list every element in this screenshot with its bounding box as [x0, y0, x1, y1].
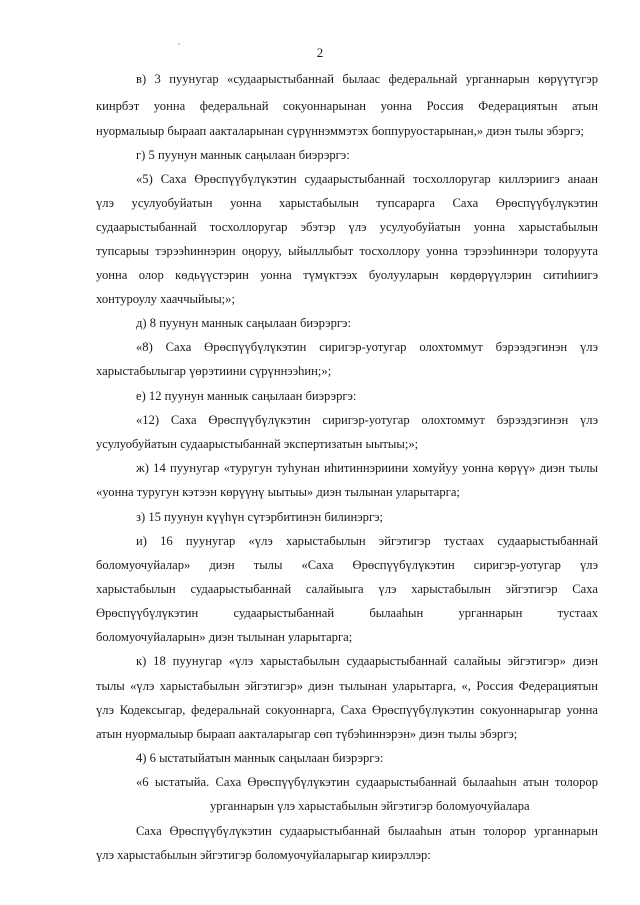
text-line: атын нуормалыыр быраап аакталарыгар сөп түбэһиннэрэн» диэн тылы эбэргэ;: [96, 727, 518, 741]
text-line: «12) Саха Өрөспүүбүлүкэтин сиригэр-уотугар олохтоммут бэрээдэгинэн үлэ: [136, 413, 598, 427]
text-line: «6 ыстатыйа. Саха Өрөспүүбүлүкэтин судаарыстыбаннай былааһын атын толорор: [136, 775, 598, 789]
text-line: г) 5 пуунун маннык саңылаан биэрэргэ:: [136, 148, 350, 162]
text-line: и) 16 пуунугар «үлэ харыстабылын эйгэтигэр тустаах судаарыстыбаннай: [136, 534, 598, 548]
text-line: хонтуроулу хааччыйыы;»;: [96, 292, 235, 306]
text-line: кинрбэт уонна федеральнай сокуоннарынан уонна Россия Федерациятын атын: [96, 99, 598, 113]
text-line: нуормалыыр быраап аакталарынан сүрүннэммэтэх боппуруостарынан,» диэн тылы эбэргэ;: [96, 124, 585, 138]
text-line: боломуочуйаларын» диэн тылынан уларытарга;: [96, 630, 353, 644]
text-line: «уонна туругун кэтээн көрүүнү ыытыы» диэн тылынан уларытарга;: [96, 485, 460, 499]
text-line: з) 15 пуунун күүһүн сүтэрбитинэн билинэргэ;: [136, 510, 384, 524]
text-line: 4) 6 ыстатыйатын маннык саңылаан биэрэргэ:: [136, 751, 384, 765]
page-number: 2: [316, 45, 324, 60]
text-line: ж) 14 пуунугар «туругун туһунан иһитиннэриини хомуйуу уонна көрүү» диэн тылы: [136, 461, 598, 475]
text-line: үлэ харыстабылын эйгэтигэр боломуочуйаларыгар киирэллэр:: [96, 848, 431, 862]
text-line: үлэ усулуобуйатын уонна харыстабылын тупсарарга Саха Өрөспүүбүлүкэтин: [96, 196, 598, 210]
text-line: к) 18 пуунугар «үлэ харыстабылын судаарыстыбаннай салайыы эйгэтигэр» диэн: [136, 654, 598, 668]
text-line: үлэ Кодексыгар, федеральнай сокуоннарга, Саха Өрөспүүбүлүкэтин сокуоннарыгар уонна: [96, 703, 598, 717]
text-line: харыстабылыгар үөрэтиини сүрүннээһин;»;: [96, 364, 332, 378]
text-line: боломуочуйалар» диэн тылы «Саха Өрөспүүбүлүкэтин сиригэр-уотугар үлэ: [96, 558, 598, 572]
text-line: д) 8 пуунун маннык саңылаан биэрэргэ:: [136, 316, 351, 330]
text-line: урганнарын үлэ харыстабылын эйгэтигэр боломуочуйалара: [210, 799, 530, 813]
text-line: «8) Саха Өрөспүүбүлүкэтин сиригэр-уотугар олохтоммут бэрээдэгинэн үлэ: [136, 340, 598, 354]
text-line: Саха Өрөспүүбүлүкэтин судаарыстыбаннай былааһын атын толорор урганнарын: [136, 824, 598, 838]
text-line: в) 3 пуунугар «судаарыстыбаннай былаас федеральнай урганнарын көрүүтүгэр: [136, 72, 598, 86]
text-line: «5) Саха Өрөспүүбүлүкэтин судаарыстыбаннай тосхоллоругар киллэриигэ анаан: [136, 172, 598, 186]
text-line: усулуобуйатын судаарыстыбаннай экспертизатын ыытыы;»;: [96, 437, 419, 451]
text-line: уонна олор көдьүүстэрин уонна түмүктээх буолууларын көрдөрүүлэрин ситиһиигэ: [96, 268, 598, 282]
text-line: Өрөспүүбүлүкэтин судаарыстыбаннай былааһын урганнарын тустаах: [96, 606, 598, 620]
text-line: е) 12 пуунун маннык саңылаан биэрэргэ:: [136, 389, 357, 403]
text-line: харыстабылын судаарыстыбаннай салайыыга үлэ харыстабылын эйгэтигэр Саха: [96, 582, 598, 596]
text-line: тупсарыы тэрээһиннэрин оңоруу, ыйыллыбыт тосхоллору уонна тэрээһиннэри толоруута: [96, 244, 598, 258]
text-line: тылы «үлэ харыстабылын эйгэтигэр» диэн тылынан уларытарга, «, Россия Федерациятын: [96, 679, 598, 693]
text-line: судаарыстыбаннай тосхоллоругар эбэтэр үлэ усулуобуйатын уонна харыстабылын: [96, 220, 598, 234]
